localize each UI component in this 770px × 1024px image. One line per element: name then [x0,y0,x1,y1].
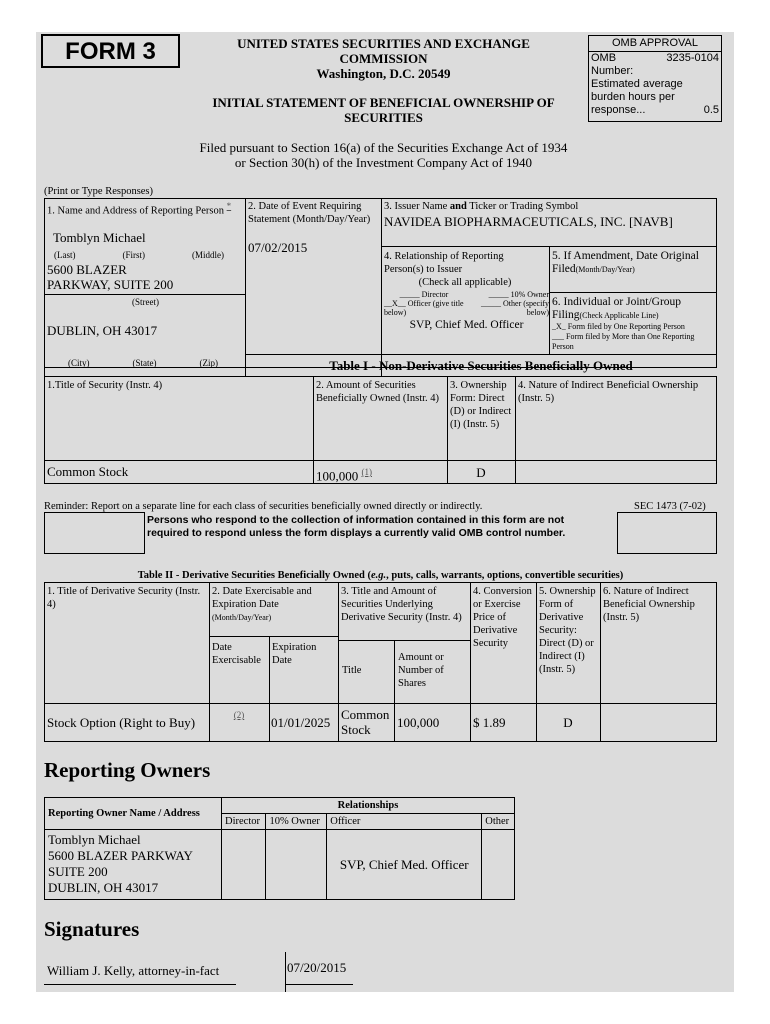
omb-approval-box [588,35,722,122]
signer-name: William J. Kelly, attorney-in-fact [47,963,220,978]
table1-col2-header: 2. Amount of Securities Beneficially Owned (Instr. 4) [316,380,440,404]
zip-label: (Zip) [199,358,218,368]
table2-row-expiration: 01/01/2025 [271,715,331,730]
table2-col3-header: 3. Title and Amount of Securities Underlying Derivative Security (Instr. 4) [341,586,462,623]
table2-row-price: $ 1.89 [473,715,506,730]
ten-percent-owner-checkbox[interactable]: _____ 10% Owner [488,290,549,299]
issuer-name: NAVIDEA BIOPHARMACEUTICALS, INC. [NAVB] [384,214,673,229]
box3-label: 3. Issuer Name and Ticker or Trading Symbol [384,201,579,212]
table2-col6-header: 6. Nature of Indirect Beneficial Ownership (Instr. 5) [603,586,695,623]
signature-date: 07/20/2015 [287,960,347,975]
reminder-right-box [617,512,717,554]
officer-title: SVP, Chief Med. Officer [409,319,524,331]
owner-ten-percent-cell [266,830,327,900]
filed-pursuant: Filed pursuant to Section 16(a) of the Securities Exchange Act of 1934 or Section 30(h) of the Investment Company Act of 1940 [199,140,568,170]
table1-col4-header: 4. Nature of Indirect Beneficial Ownership (Instr. 5) [518,380,699,404]
table1-row-security: Common Stock [47,464,129,479]
table2-col3b-header: Amount or Number of Shares [398,652,444,689]
table2-row-form: D [563,715,573,730]
box2-label: 2. Date of Event Requiring Statement (Month/Day/Year) [248,201,371,225]
owner-other-cell [482,830,515,900]
omb-number-value: 3235-0104 [666,52,719,64]
ten-percent-header: 10% Owner [266,814,327,830]
asterisk-footnote[interactable]: * [226,201,232,211]
table2-title: Table II - Derivative Securities Beneficially Owned (e.g., puts, calls, warrants, options, convertible securities) [137,570,624,581]
box6-label: 6. Individual or Joint/Group Filing(Check Applicable Line) [552,296,682,321]
table2-row-title: Common Stock [341,707,390,737]
city-label: (City) [68,358,90,368]
other-checkbox[interactable]: _____ Other (specify below) [481,299,549,317]
director-checkbox[interactable]: _____ Director [399,290,449,299]
city-state-zip: DUBLIN, OH 43017 [47,323,158,338]
relationships-header: Relationships [222,798,515,814]
table2-col4-header: 4. Conversion or Exercise Price of Derivative Security [473,586,532,649]
event-date: 07/02/2015 [248,240,308,255]
owner-name-header: Reporting Owner Name / Address [45,798,222,830]
omb-number-label: OMB Number: [591,52,634,77]
first-label: (First) [122,250,145,260]
form-page [36,32,734,992]
table2-row-amount: 100,000 [397,715,440,730]
table2-col2b-header: Expiration Date [272,642,317,666]
table1-col1-header: 1.Title of Security (Instr. 4) [47,380,163,391]
street-label: (Street) [132,297,159,307]
multiple-reporting-persons-option[interactable]: ___ Form filed by More than One Reporting Person [552,332,695,351]
reminder-left-box [44,512,145,554]
owner-officer-cell: SVP, Chief Med. Officer [327,830,482,900]
box4-label: 4. Relationship of Reporting Person(s) to Issuer (Check all applicable) [384,251,512,288]
reminder-text: Reminder: Report on a separate line for each class of securities beneficially owned directly or indirectly. [44,501,483,512]
middle-label: (Middle) [192,250,224,260]
other-header: Other [482,814,515,830]
officer-header: Officer [327,814,482,830]
form-label: FORM 3 [41,34,180,68]
table2-row-security: Stock Option (Right to Buy) [47,715,196,730]
state-label: (State) [132,358,157,368]
table1-row-form: D [476,465,486,480]
table2-col2-header: 2. Date Exercisable and Expiration Date (Month/Day/Year) [212,586,312,622]
omb-title: OMB APPROVAL [589,36,721,52]
table1-row-amount: 100,000 $^{(1)}$ [316,467,372,484]
one-reporting-person-option[interactable]: _X_ Form filed by One Reporting Person [552,322,685,331]
box5-label: 5. If Amendment, Date Original Filed(Month/Day/Year) [552,250,699,275]
footnote-1-link[interactable]: (1) [361,467,372,477]
omb-burden-label: Estimated average burden hours per response... [591,78,683,116]
reporting-person-name: Tomblyn Michael [53,230,146,245]
table1-col3-header: 3. Ownership Form: Direct (D) or Indirect (I) (Instr. 5) [450,380,512,430]
omb-burden-value: 0.5 [703,104,719,116]
sec-number: SEC 1473 (7-02) [634,501,706,512]
agency-name: UNITED STATES SECURITIES AND EXCHANGE COMMISSION Washington, D.C. 20549 [237,36,530,81]
reporting-owners-heading: Reporting Owners [44,758,211,782]
director-header: Director [222,814,266,830]
form-title: INITIAL STATEMENT OF BENEFICIAL OWNERSHIP OF SECURITIES [212,95,555,125]
last-label: (Last) [54,250,76,260]
table2-col3a-header: Title [342,665,362,676]
print-note: (Print or Type Responses) [44,186,154,197]
table2-row-exercisable [209,710,269,729]
owner-director-cell [222,830,266,900]
signatures-heading: Signatures [44,917,140,941]
table2-col5-header: 5. Ownership Form of Derivative Security: Direct (D) or Indirect (I) (Instr. 5) [539,586,596,675]
table2-col1-header: 1. Title of Derivative Security (Instr. 4) [47,586,201,610]
persons-note: Persons who respond to the collection of information contained in this form are not required to respond unless the form displays a currently valid OMB control number. [147,514,566,539]
officer-checkbox[interactable]: __X__ Officer (give title below) [384,299,464,317]
table2-col2a-header: Date Exercisable [212,642,261,666]
reporting-owners-table [44,797,515,900]
street-address: 5600 BLAZER PARKWAY, SUITE 200 [47,262,174,292]
box1-label: 1. Name and Address of Reporting Person * [47,201,232,217]
footnote-2-link[interactable]: (2) [233,710,245,720]
table1-title: Table I - Non-Derivative Securities Beneficially Owned [329,358,633,373]
owner-address: Tomblyn Michael 5600 BLAZER PARKWAY SUITE 200 DUBLIN, OH 43017 [45,830,222,900]
